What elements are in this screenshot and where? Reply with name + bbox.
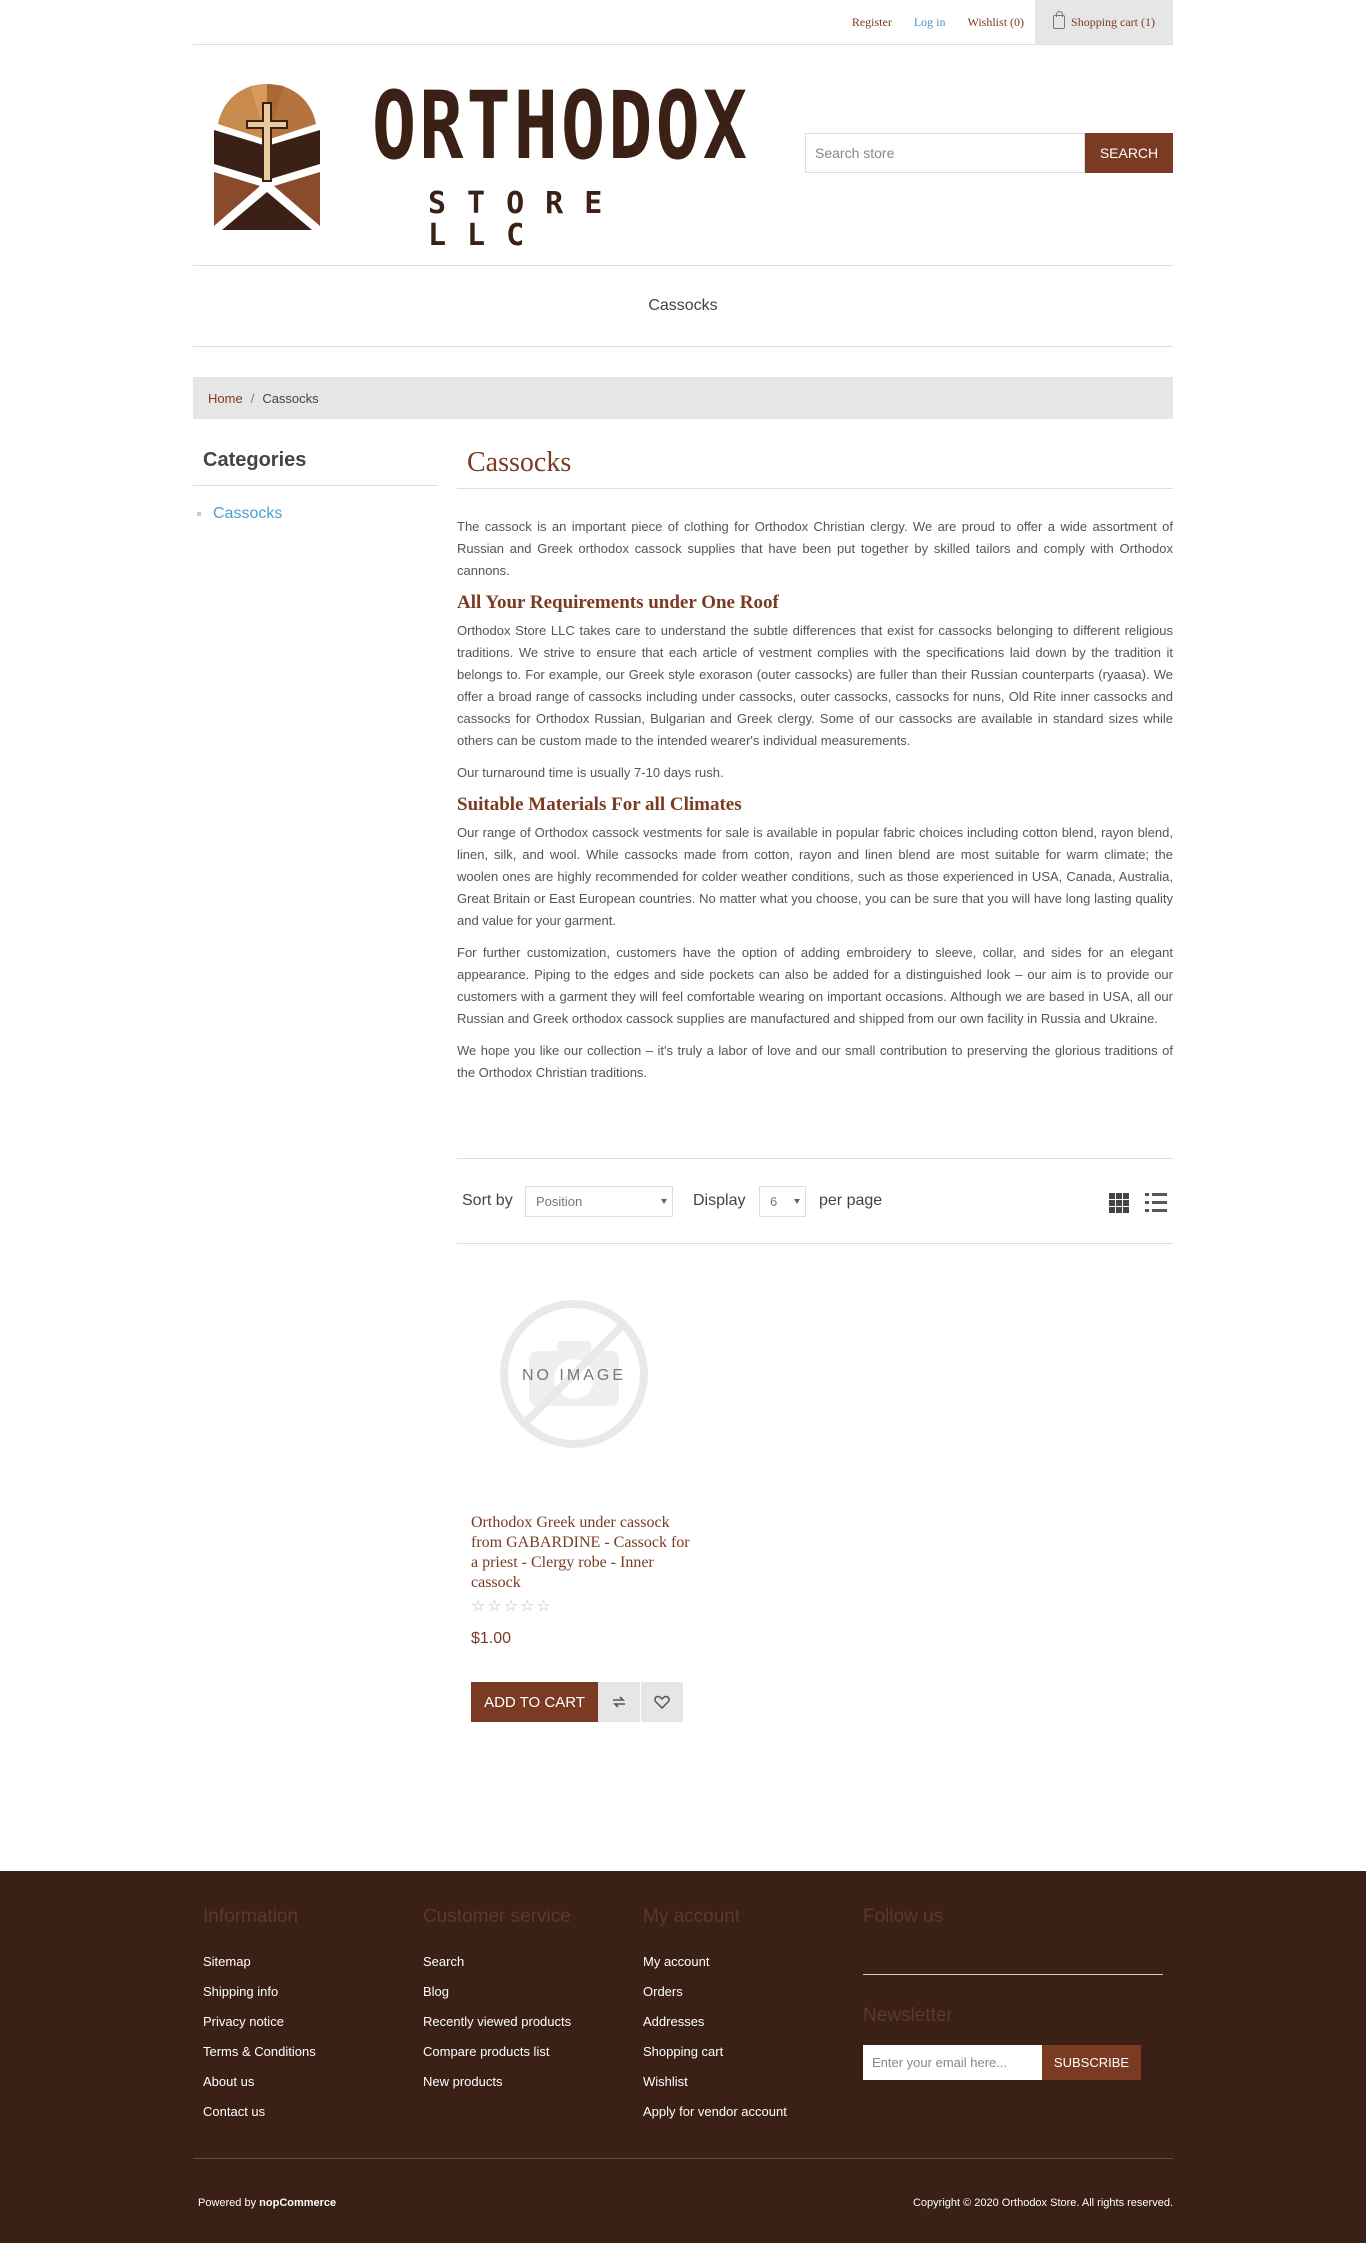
star-icon: ☆: [487, 1598, 504, 1615]
add-to-compare-button[interactable]: [598, 1682, 640, 1722]
footer-link-contact[interactable]: Contact us: [203, 2104, 266, 2119]
section-heading: All Your Requirements under One Roof: [457, 592, 779, 613]
cross-emblem-icon: [210, 80, 324, 230]
sort-by-label: Sort by: [462, 1192, 513, 1209]
caret-down-icon: [661, 1199, 667, 1204]
footer-column-title: Information: [203, 1906, 299, 1927]
category-label: Cassocks: [213, 505, 283, 522]
footer-information: [203, 1905, 316, 2127]
categories-title: Categories: [203, 449, 307, 471]
login-link[interactable]: Log in: [913, 14, 946, 29]
star-icon: ☆: [536, 1598, 553, 1615]
footer-link-terms[interactable]: Terms & Conditions: [203, 2044, 316, 2059]
copyright: Copyright © 2020 Orthodox Store. All rights reserved.: [912, 2197, 1173, 2209]
footer-link-vendor[interactable]: Apply for vendor account: [643, 2104, 787, 2119]
footer-link-my-account[interactable]: My account: [643, 1954, 710, 1969]
star-icon: ☆: [503, 1598, 521, 1615]
star-icon: ☆: [471, 1598, 488, 1615]
paragraph: We hope you like our collection – it's truly a labor of love and our small contribution to preserving the glorious traditions of the Orthodox Christian traditions.: [457, 1043, 1173, 1080]
footer-link-search[interactable]: Search: [423, 1954, 465, 1969]
paragraph: Our turnaround time is usually 7-10 days rush.: [457, 765, 724, 780]
wishlist-link[interactable]: Wishlist (0): [967, 14, 1025, 29]
add-to-cart-button[interactable]: ADD TO CART: [471, 1682, 598, 1722]
subscribe-button[interactable]: SUBSCRIBE: [1042, 2045, 1141, 2080]
powered-by: [198, 2197, 336, 2209]
footer-follow-us: [863, 1905, 943, 1947]
top-menu: [193, 265, 1173, 347]
shopping-cart-link[interactable]: [1035, 0, 1173, 44]
footer-link-sitemap[interactable]: Sitemap: [203, 1954, 251, 1969]
footer-link-about[interactable]: About us: [203, 2074, 255, 2089]
follow-us-title: Follow us: [863, 1906, 944, 1927]
footer-link-addresses[interactable]: Addresses: [643, 2014, 705, 2029]
categories-divider: [193, 485, 438, 486]
page-size-select[interactable]: [759, 1186, 806, 1217]
footer-link-blog[interactable]: Blog: [423, 1984, 450, 1999]
category-description: [457, 516, 1173, 1084]
paragraph: For further customization, customers have the option of adding embroidery to sleeve, collar, and sides for an elegant appearance. Piping to the edges and side pockets can also be added for a distinguished look – our aim is to provide our customers with a garment they will feel comfortable wearing on important occasions. Although we are based in USA, all our Russian and Greek orthodox cassock supplies are manufactured and shipped from our own facility in Russia and Ukraine.: [457, 945, 1173, 1026]
category-item-cassocks[interactable]: [197, 505, 282, 523]
product-title-link[interactable]: Orthodox Greek under cassock from GABARDINE - Cassock for a priest - Clergy robe - Inner cassock: [471, 1514, 690, 1591]
intro-paragraph: The cassock is an important piece of clothing for Orthodox Christian clergy. We are proud to offer a wide assortment of Russian and Greek orthodox cassock supplies that have been put together by skilled tailors and comply with Orthodox cannons.: [457, 519, 1173, 578]
powered-prefix: Powered by: [198, 2197, 257, 2209]
footer-link-privacy[interactable]: Privacy notice: [203, 2014, 284, 2029]
shopping-cart-label: Shopping cart (1): [1071, 14, 1155, 29]
display-label: Display: [693, 1192, 746, 1209]
newsletter-email-input[interactable]: Enter your email here...: [863, 2045, 1042, 2080]
caret-down-icon: [794, 1199, 800, 1204]
footer-link-orders[interactable]: Orders: [643, 1984, 683, 1999]
shopping-bag-icon: [1053, 15, 1065, 29]
footer-my-account: [643, 1905, 787, 2127]
heart-icon: [654, 1695, 670, 1709]
sort-by-select[interactable]: [525, 1186, 673, 1217]
breadcrumb-current: Cassocks: [262, 390, 319, 406]
footer-link-new-products[interactable]: New products: [423, 2074, 503, 2089]
footer: [0, 1871, 1366, 2243]
search-button[interactable]: SEARCH: [1085, 133, 1173, 173]
paragraph: Orthodox Store LLC takes care to understand the subtle differences that exist for cassocks belonging to different religious traditions. We strive to ensure that each article of vestment complies with the specifications laid down by the tradition it belongs to. For example, our Greek style exorason (outer cassocks) are fuller than their Russian counterparts (ryaasa). We offer a broad range of cassocks including under cassocks, outer cassocks, cassocks for nuns, Old Rite inner cassocks and cassocks for Orthodox Russian, Bulgarian and Greek clergy. Some of our cassocks are available in standard sizes while others can be custom made to the intended wearer's individual measurements.: [457, 623, 1173, 748]
main-content: [457, 445, 1173, 1094]
compare-icon: [611, 1695, 627, 1709]
header-links-bar: [193, 0, 1173, 45]
footer-link-compare[interactable]: Compare products list: [423, 2044, 550, 2059]
footer-link-shopping-cart[interactable]: Shopping cart: [643, 2044, 724, 2059]
footer-link-wishlist[interactable]: Wishlist: [643, 2074, 688, 2089]
footer-link-recently-viewed[interactable]: Recently viewed products: [423, 2014, 572, 2029]
grid-view-icon[interactable]: [1109, 1193, 1129, 1213]
breadcrumb-separator: /: [250, 390, 255, 406]
breadcrumb: [193, 377, 1173, 419]
no-image-text: NO IMAGE: [521, 1367, 626, 1384]
section-heading: Suitable Materials For all Climates: [457, 794, 742, 815]
star-icon: ☆: [520, 1598, 537, 1615]
register-link[interactable]: Register: [851, 14, 892, 29]
list-view-icon[interactable]: [1145, 1193, 1167, 1213]
rating-stars: [471, 1596, 553, 1616]
footer-column-title: My account: [643, 1906, 741, 1927]
product-selectors: [457, 1158, 1173, 1244]
sort-by-value: Position: [536, 1194, 583, 1209]
footer-link-shipping[interactable]: Shipping info: [203, 1984, 279, 1999]
nopcommerce-link[interactable]: nopCommerce: [259, 2197, 337, 2209]
newsletter-title: Newsletter: [863, 2005, 953, 2026]
footer-column-title: Customer service: [423, 1906, 571, 1927]
page-title: Cassocks: [457, 445, 1173, 489]
store-logo[interactable]: [210, 72, 755, 253]
logo-wordmark: ORTHODOX: [372, 72, 751, 181]
footer-customer-service: [423, 1905, 571, 2097]
paragraph: Our range of Orthodox cassock vestments for sale is available in popular fabric choices including cotton blend, rayon blend, linen, silk, and wool. While cassocks made from cotton, rayon and linen blend are most suitable for warm climate; the woolen ones are highly recommended for colder weather conditions, such as those experienced in USA, Canada, Australia, Great Britain or East European countries. No matter what you choose, you can be sure that you will have long lasting quality and value for your garment.: [457, 825, 1173, 928]
menu-item-cassocks[interactable]: Cassocks: [648, 297, 718, 314]
bullet-icon: [197, 512, 201, 516]
page-size-value: 6: [770, 1194, 778, 1209]
follow-divider: [863, 1974, 1163, 1975]
search-input[interactable]: Search store: [805, 133, 1085, 173]
per-page-label: per page: [819, 1192, 883, 1209]
product-image[interactable]: [499, 1299, 649, 1449]
breadcrumb-home-link[interactable]: Home: [208, 390, 243, 406]
logo-subtitle: STORE LLC: [428, 186, 624, 253]
add-to-wishlist-button[interactable]: [641, 1682, 683, 1722]
product-price: $1.00: [471, 1630, 512, 1647]
footer-divider: [193, 2158, 1173, 2159]
